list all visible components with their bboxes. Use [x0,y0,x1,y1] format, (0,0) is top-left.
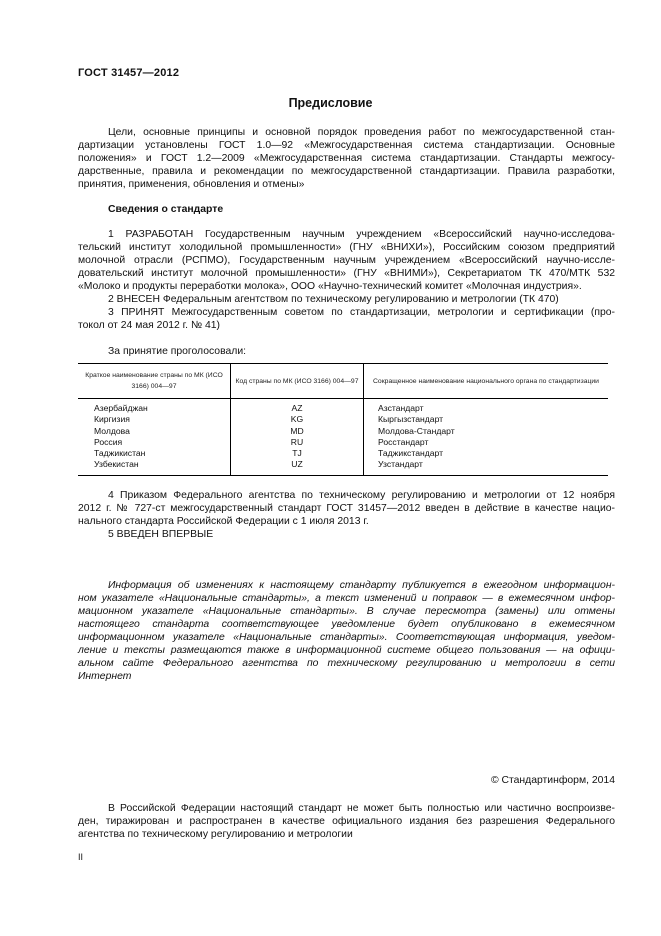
item-1 [78,228,615,293]
intro-line: положения» и ГОСТ 1.2—2009 «Межгосударственная система стандартизации. Стандарты межгосу- [78,153,615,164]
code-cell: TJ [231,448,364,459]
country-cell: Узбекистан [78,459,231,475]
code-cell: KG [231,414,364,425]
item-line: «Молоко и продукты переработки молока», ООО «Научно-технический комитет «Молочная индустрия». [78,281,582,292]
table-row [78,414,608,425]
page-number: II [78,852,84,862]
info-line: Информация об изменениях к настоящему стандарту публикуется в ежегодном информацион- [108,580,615,591]
intro-line: принятия, применения, обновления и отмены» [78,179,305,190]
column-header-code: Код страны по МК (ИСО 3166) 004—97 [231,364,364,399]
body-cell: Узстандарт [364,459,609,475]
info-line: настоящего стандарта соответствующее уведомление будет опубликовано в ежемесячном [78,619,615,630]
info-line: Интернет [78,671,132,682]
vote-caption: За принятие проголосовали: [108,346,247,357]
body-cell: Азстандарт [364,399,609,415]
item-4 [78,489,615,528]
item-line: 3 ПРИНЯТ Межгосударственным советом по стандартизации, метрологии и сертификации (про- [108,307,615,318]
body-cell: Росстандарт [364,437,609,448]
intro-line: дартизации установлены ГОСТ 1.0—92 «Межгосударственная система стандартизации. Основные [78,140,615,151]
table-row [78,426,608,437]
info-line: ном указателе «Национальные стандарты», а текст изменений и поправок — в ежемесячном инфор- [78,593,615,604]
body-cell: Кыргызстандарт [364,414,609,425]
code-cell: MD [231,426,364,437]
rights-line: ден, тиражирован и распространен в качестве официального издания без разрешения Федерального [78,816,615,827]
table-row [78,448,608,459]
info-line: альном сайте Федерального агентства по техническому регулированию и метрологии в сети [78,658,615,669]
country-cell: Таджикистан [94,448,146,459]
info-paragraph [78,579,615,683]
copyright-notice: © Стандартинформ, 2014 [490,775,615,786]
body-cell: Молдова-Стандарт [364,426,609,437]
rights-line: В Российской Федерации настоящий стандарт не может быть полностью или частично воспроизве- [108,803,615,814]
info-line: мационном указателе «Национальные стандарты». В случае пересмотра (замены) или отмены [78,606,615,617]
column-header-body: Сокращенное наименование национального органа по стандартизации [364,364,609,399]
country-cell: Киргизия [94,414,130,425]
page-title: Предисловие [288,96,373,110]
item-line: тельский институт холодильной промышленности» (ГНУ «ВНИХИ»), Российским союзом предприятий [78,242,615,253]
item-line: токол от 24 мая 2012 г. № 41) [78,320,221,331]
code-cell: RU [231,437,364,448]
rights-paragraph [78,802,615,841]
item-line: 2012 г. № 727-ст межгосударственный стандарт ГОСТ 31457—2012 введен в действие в качестве нацио- [78,503,615,514]
item-line: молочной отрасли (РСПМО), Государственным научным учреждением «Всероссийский научно-иссле- [78,255,615,266]
code-cell: UZ [231,459,364,475]
table-row [78,437,608,448]
item-line: 5 ВВЕДЕН ВПЕРВЫЕ [108,529,214,540]
info-line: информационном указателе «Национальные стандарты». Соответствующая информация, уведом- [78,632,615,643]
item-line: 1 РАЗРАБОТАН Государственным научным учреждением «Всероссийский научно-исследова- [108,229,615,240]
voting-table [78,363,608,476]
country-cell: Азербайджан [94,403,148,413]
rights-line: агентства по техническому регулированию и метрологии [78,829,353,840]
item-line: довательский институт молочной промышленности» (ГНУ «ВНИМИ»), Секретариатом ТК 470/МТК 532 [78,268,615,279]
code-cell: AZ [231,399,364,415]
table-row [78,459,608,475]
country-cell: Россия [94,436,123,447]
body-cell: Таджикстандарт [364,448,609,459]
item-line: 2 ВНЕСЕН Федеральным агентством по техническому регулированию и метрологии (ТК 470) [108,294,559,305]
intro-paragraph [78,126,615,191]
column-header-country: Краткое наименование страны по МК (ИСО 3166) 004—97 [78,364,231,399]
item-2 [108,293,618,306]
document-code: ГОСТ 31457—2012 [78,67,180,79]
item-line: 4 Приказом Федерального агентства по техническому регулированию и метрологии от 12 ноября [108,490,615,501]
item-5 [108,528,213,541]
intro-line: дарственные, правила и рекомендации по межгосударственной стандартизации. Правила разработки, [78,166,615,177]
table-row [78,399,608,415]
item-3 [78,306,615,332]
section-heading: Сведения о стандарте [108,204,224,215]
info-line: ление и тексты размещаются также в информационной системе общего пользования — на офици- [78,645,615,656]
item-line: нального стандарта Российской Федерации с 1 июля 2013 г. [78,516,369,527]
intro-line: Цели, основные принципы и основной порядок проведения работ по межгосударственной стан- [108,127,615,138]
country-cell: Молдова [94,425,130,436]
